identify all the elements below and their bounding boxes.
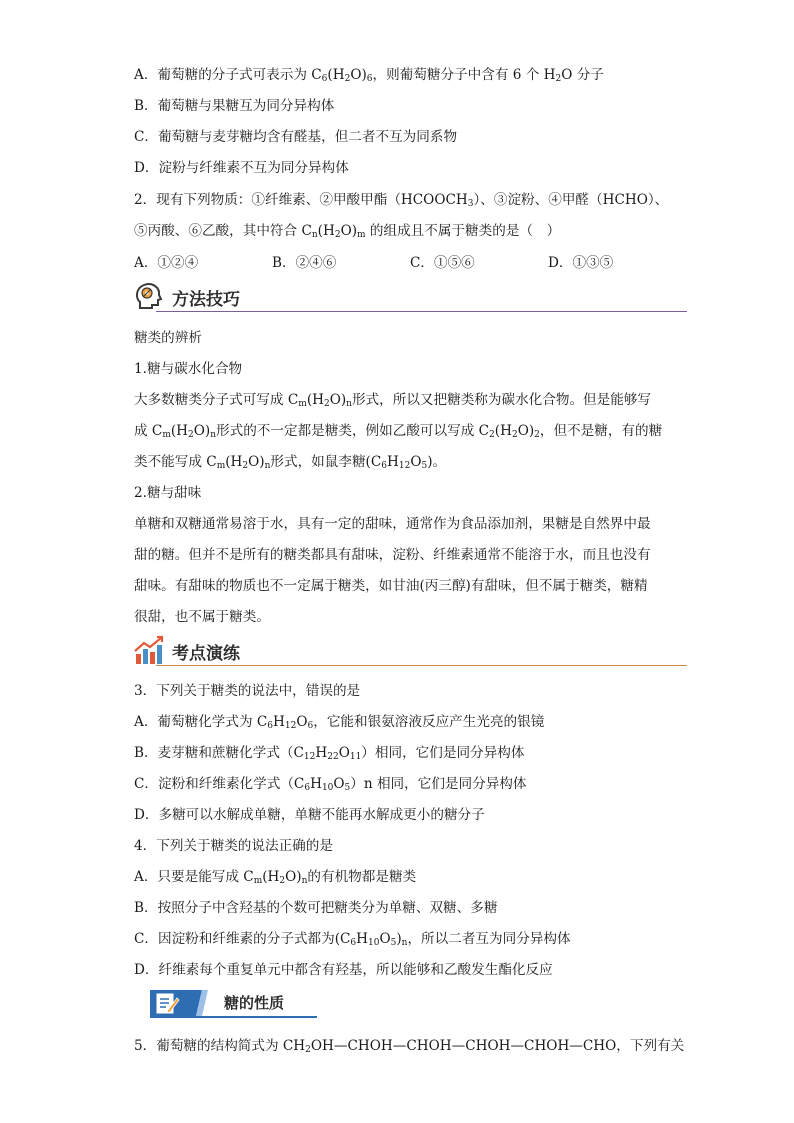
q4-option-b: B．按照分子中含羟基的个数可把糖类分为单糖、双糖、多糖: [134, 900, 498, 916]
section-divider: [150, 1016, 317, 1018]
q2-option-d: D．①③⑤: [548, 255, 614, 271]
q2-option-c: C．①⑤⑥: [410, 255, 475, 271]
q2-option-a: A．①②④: [134, 255, 199, 271]
section-divider: [156, 665, 687, 667]
tips-para2-line3: 甜味。有甜味的物质也不一定属于糖类，如甘油(丙三醇)有甜味，但不属于糖类，糖精: [134, 578, 648, 594]
q4-option-d: D．纤维素每个重复单元中都含有羟基，所以能够和乙酸发生酯化反应: [134, 962, 553, 978]
notepad-pen-icon: [154, 990, 180, 1016]
tips-subheading-2: 2.糖与甜味: [134, 485, 202, 501]
q4-option-a: A．只要是能写成 $C_m(H_2O)_n$的有机物都是糖类: [134, 869, 417, 886]
q3-option-c: C．淀粉和纤维素化学式$(C_6H_{10}O_5)n$ 相同，它们是同分异构体: [134, 776, 527, 793]
q3-stem: 3．下列关于糖类的说法中，错误的是: [134, 683, 361, 699]
tips-heading: 糖类的辨析: [134, 330, 202, 346]
q5-stem: 5．葡萄糖的结构简式为 $CH_2OH—CHOH—CHOH—CHOH—CHOH—CHO$，下列有关: [134, 1038, 685, 1055]
head-gears-icon: [132, 280, 166, 314]
q1-option-c: C．葡萄糖与麦芽糖均含有醛基，但二者不互为同系物: [134, 129, 458, 145]
tips-para2-line4: 很甜，也不属于糖类。: [134, 609, 270, 625]
section-title: 方法技巧: [172, 290, 240, 310]
tips-para1-line3: 类不能写成 $C_m(H_2O)_n$形式，如鼠李糖$(C_6H_{12}O_5)$。: [134, 454, 447, 471]
q1-option-b: B．葡萄糖与果糖互为同分异构体: [134, 98, 335, 114]
section-title: 糖的性质: [224, 994, 285, 1012]
q3-option-d: D．多糖可以水解成单糖，单糖不能再水解成更小的糖分子: [134, 807, 485, 823]
q1-option-d: D．淀粉与纤维素不互为同分异构体: [134, 160, 349, 176]
tips-para1-line2: 成 $C_m(H_2O)_n$形式的不一定都是糖类，例如乙酸可以写成 $C_2(H_2O)_2$，但不是糖，有的糖: [134, 423, 663, 440]
section-title: 考点演练: [172, 644, 240, 664]
tips-para1-line1: 大多数糖类分子式可写成 $C_m(H_2O)_n$形式，所以又把糖类称为碳水化合物。但是能够写: [134, 392, 652, 409]
section-practice: [132, 634, 687, 668]
section-sugar-properties: [132, 986, 317, 1020]
section-divider: [156, 311, 687, 313]
tips-para2-line1: 单糖和双糖通常易溶于水，具有一定的甜味，通常作为食品添加剂，果糖是自然界中最: [134, 516, 651, 532]
bar-chart-icon: [132, 634, 166, 668]
q4-option-c: C．因淀粉和纤维素的分子式都为$(C_6H_{10}O_5)_n$，所以二者互为同分异构体: [134, 931, 571, 948]
q3-option-b: B．麦芽糖和蔗糖化学式$(C_{12}H_{22}O_{11})$相同，它们是同分异构体: [134, 745, 525, 762]
q2-option-b: B．②④⑥: [272, 255, 337, 271]
q2-stem-line1: 2．现有下列物质：①纤维素、②甲酸甲酯$(HCOOCH_3)$、③淀粉、④甲醛（HCHO）、: [134, 192, 669, 209]
q2-stem-line2: ⑤丙酸、⑥乙酸，其中符合 $C_n(H_2O)_m$ 的组成且不属于糖类的是（ ）: [134, 223, 561, 240]
section-method-tips: [132, 280, 687, 314]
tips-subheading-1: 1.糖与碳水化合物: [134, 361, 243, 377]
q1-option-a: A．葡萄糖的分子式可表示为 $C_6(H_2O)_6$，则葡萄糖分子中含有 6 个 $H_2O$ 分子: [134, 67, 604, 84]
q4-stem: 4．下列关于糖类的说法正确的是: [134, 838, 333, 854]
q3-option-a: A．葡萄糖化学式为 $C_6H_{12}O_6$，它能和银氨溶液反应产生光亮的银镜: [134, 714, 545, 731]
tips-para2-line2: 甜的糖。但并不是所有的糖类都具有甜味，淀粉、纤维素通常不能溶于水，而且也没有: [134, 547, 651, 563]
